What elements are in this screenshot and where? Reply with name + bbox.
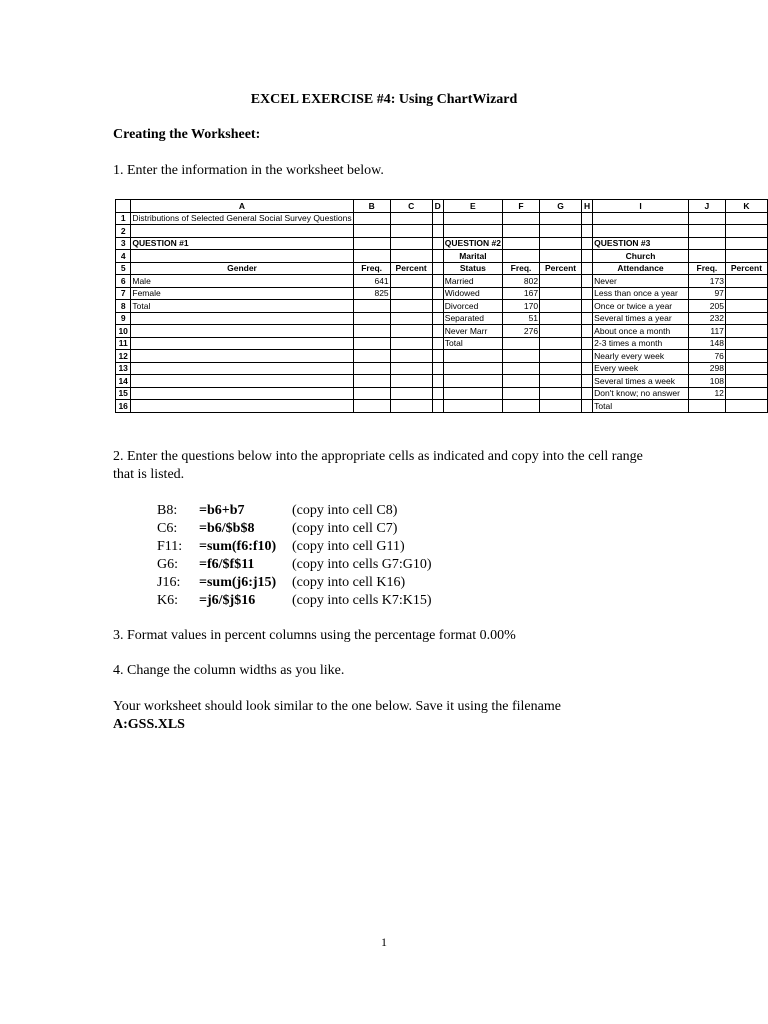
page-title: EXCEL EXERCISE #4: Using ChartWizard (250, 92, 518, 107)
table-cell (540, 400, 582, 413)
table-row (116, 350, 768, 363)
table-row (116, 300, 768, 313)
formula-note: (copy into cell K16) (292, 575, 406, 590)
formula-formula: =sum(f6:f10) (199, 539, 277, 554)
table-cell (540, 237, 582, 250)
formula-list (157, 502, 432, 610)
table-cell (432, 212, 443, 225)
formula-formula: =j6/$j$16 (199, 593, 256, 608)
table-cell: About once a month (593, 325, 689, 338)
row-header: 16 (116, 400, 131, 413)
table-cell (582, 225, 593, 238)
formula-cell: K6: (157, 593, 178, 608)
table-cell: 825 (353, 287, 390, 300)
table-cell: Female (131, 287, 353, 300)
formula-cell: J16: (157, 575, 181, 590)
page-number: 1 (381, 935, 387, 949)
table-cell (725, 337, 767, 350)
table-cell (582, 325, 593, 338)
table-row (116, 362, 768, 375)
column-header: D (432, 200, 443, 213)
table-cell (432, 237, 443, 250)
table-cell: Freq. (503, 262, 540, 275)
table-cell: Percent (540, 262, 582, 275)
table-cell (131, 225, 353, 238)
table-cell (131, 337, 353, 350)
step-4-text: 4. Change the column widths as you like. (113, 663, 345, 678)
table-cell (131, 387, 353, 400)
table-cell (582, 387, 593, 400)
table-cell (432, 225, 443, 238)
table-cell (390, 375, 432, 388)
table-cell (353, 387, 390, 400)
formula-cell: B8: (157, 503, 178, 518)
table-cell: 276 (503, 325, 540, 338)
filename: A:GSS.XLS (113, 717, 185, 732)
formula-formula: =f6/$f$11 (199, 557, 255, 572)
table-cell (131, 250, 353, 263)
table-row (116, 387, 768, 400)
table-cell (353, 375, 390, 388)
table-cell (443, 400, 502, 413)
table-row (116, 250, 768, 263)
table-cell (503, 250, 540, 263)
step-1-text: 1. Enter the information in the worksheet below. (113, 163, 384, 178)
table-cell (432, 287, 443, 300)
table-cell: Total (443, 337, 502, 350)
table-row (116, 287, 768, 300)
table-cell (582, 400, 593, 413)
table-cell (725, 362, 767, 375)
table-cell (432, 387, 443, 400)
table-row (116, 375, 768, 388)
table-cell (390, 275, 432, 288)
table-cell (725, 287, 767, 300)
table-cell (353, 250, 390, 263)
table-cell (540, 275, 582, 288)
table-cell (540, 375, 582, 388)
table-cell: Several times a week (593, 375, 689, 388)
table-cell: 51 (503, 312, 540, 325)
column-header: B (353, 200, 390, 213)
table-row (116, 275, 768, 288)
column-header: K (725, 200, 767, 213)
column-header: H (582, 200, 593, 213)
table-cell (540, 225, 582, 238)
row-header: 1 (116, 212, 131, 225)
table-cell: 97 (688, 287, 725, 300)
table-cell: Nearly every week (593, 350, 689, 363)
table-cell: 173 (688, 275, 725, 288)
table-cell (432, 300, 443, 313)
table-row (116, 262, 768, 275)
table-cell (432, 362, 443, 375)
table-cell (725, 312, 767, 325)
table-row (116, 312, 768, 325)
table-cell (432, 262, 443, 275)
table-cell (432, 312, 443, 325)
table-cell (432, 325, 443, 338)
table-cell: Never (593, 275, 689, 288)
table-cell: Distributions of Selected General Social Survey Questions (132, 213, 352, 223)
table-row (116, 400, 768, 413)
table-cell (353, 337, 390, 350)
table-cell: Freq. (688, 262, 725, 275)
table-cell: 117 (688, 325, 725, 338)
table-cell (503, 362, 540, 375)
worksheet-table (115, 199, 768, 413)
table-cell (131, 362, 353, 375)
table-cell (353, 300, 390, 313)
table-cell (540, 300, 582, 313)
table-cell: Total (593, 400, 689, 413)
table-cell: 298 (688, 362, 725, 375)
list-item (157, 574, 432, 592)
table-cell (443, 212, 502, 225)
table-cell (725, 375, 767, 388)
table-cell: 232 (688, 312, 725, 325)
table-cell (540, 250, 582, 263)
formula-note: (copy into cells K7:K15) (292, 593, 432, 608)
table-cell (540, 337, 582, 350)
table-cell: Every week (593, 362, 689, 375)
table-cell (582, 250, 593, 263)
formula-cell: F11: (157, 539, 183, 554)
section-heading: Creating the Worksheet: (113, 127, 261, 142)
table-cell (353, 362, 390, 375)
table-cell (725, 212, 767, 225)
table-cell (503, 225, 540, 238)
table-cell (503, 337, 540, 350)
table-cell (582, 262, 593, 275)
closing-text (113, 698, 653, 734)
table-cell: Don't know; no answer (593, 387, 689, 400)
list-item (157, 556, 432, 574)
table-cell: Percent (725, 262, 767, 275)
table-cell (582, 350, 593, 363)
table-cell (540, 287, 582, 300)
table-cell (593, 225, 689, 238)
table-cell (390, 350, 432, 363)
table-cell (540, 312, 582, 325)
table-cell (593, 212, 689, 225)
table-cell (390, 312, 432, 325)
table-cell (503, 212, 540, 225)
table-cell (725, 387, 767, 400)
table-cell: Percent (390, 262, 432, 275)
table-cell (503, 400, 540, 413)
formula-formula: =sum(j6:j15) (199, 575, 277, 590)
table-cell: Separated (443, 312, 502, 325)
table-cell (582, 237, 593, 250)
table-cell (390, 325, 432, 338)
table-cell: Gender (131, 262, 353, 275)
list-item (157, 592, 432, 610)
table-cell: Less than once a year (593, 287, 689, 300)
table-row (116, 237, 768, 250)
step-2-text: 2. Enter the questions below into the appropriate cells as indicated and copy into the cell range that is listed. (113, 449, 643, 482)
table-row (116, 325, 768, 338)
table-cell (390, 237, 432, 250)
table-cell (540, 350, 582, 363)
table-cell (443, 350, 502, 363)
table-cell (725, 237, 767, 250)
table-cell (432, 350, 443, 363)
step-3-text: 3. Format values in percent columns using the percentage format 0.00% (113, 628, 516, 643)
column-header: F (503, 200, 540, 213)
table-cell (688, 237, 725, 250)
formula-note: (copy into cell G11) (292, 539, 405, 554)
table-cell (443, 375, 502, 388)
table-cell: Never Marr (443, 325, 502, 338)
table-cell (503, 237, 540, 250)
table-cell (582, 287, 593, 300)
table-cell: Marital (443, 250, 502, 263)
row-header: 14 (116, 375, 131, 388)
table-cell: Total (131, 300, 353, 313)
table-cell (390, 387, 432, 400)
table-cell: QUESTION #3 (593, 237, 689, 250)
row-header: 13 (116, 362, 131, 375)
table-cell (503, 350, 540, 363)
column-header: I (593, 200, 689, 213)
table-cell (540, 387, 582, 400)
table-cell (390, 362, 432, 375)
table-cell (432, 375, 443, 388)
table-cell: 802 (503, 275, 540, 288)
table-cell: Once or twice a year (593, 300, 689, 313)
table-cell (443, 387, 502, 400)
table-cell: Status (443, 262, 502, 275)
table-cell (688, 212, 725, 225)
table-cell: Attendance (593, 262, 689, 275)
table-cell (390, 300, 432, 313)
table-cell (131, 350, 353, 363)
table-cell (582, 275, 593, 288)
table-cell (131, 312, 353, 325)
table-cell (353, 312, 390, 325)
table-cell (443, 362, 502, 375)
table-cell (432, 275, 443, 288)
row-header: 2 (116, 225, 131, 238)
table-cell: 2-3 times a month (593, 337, 689, 350)
list-item (157, 520, 432, 538)
table-cell (390, 212, 432, 225)
formula-note: (copy into cells G7:G10) (292, 557, 432, 572)
table-cell (582, 312, 593, 325)
column-header: E (443, 200, 502, 213)
closing-sentence: Your worksheet should look similar to the one below. Save it using the filename (113, 699, 561, 714)
table-row (116, 225, 768, 238)
table-cell (688, 400, 725, 413)
table-cell (390, 250, 432, 263)
column-header: C (390, 200, 432, 213)
table-cell: 641 (353, 275, 390, 288)
table-cell (443, 225, 502, 238)
table-row (116, 337, 768, 350)
table-cell (582, 300, 593, 313)
row-header: 4 (116, 250, 131, 263)
table-cell: Widowed (443, 287, 502, 300)
table-cell (582, 375, 593, 388)
table-cell: Several times a year (593, 312, 689, 325)
column-header-row (116, 200, 768, 213)
table-cell (390, 337, 432, 350)
table-cell (353, 212, 390, 225)
formula-note: (copy into cell C8) (292, 503, 398, 518)
row-header: 8 (116, 300, 131, 313)
table-cell: Male (131, 275, 353, 288)
table-cell (582, 212, 593, 225)
table-cell: 148 (688, 337, 725, 350)
table-cell (725, 225, 767, 238)
table-cell (582, 337, 593, 350)
column-header: J (688, 200, 725, 213)
table-cell: Church (593, 250, 689, 263)
table-cell (353, 350, 390, 363)
table-cell (688, 225, 725, 238)
table-cell (540, 362, 582, 375)
table-cell (353, 225, 390, 238)
formula-formula: =b6+b7 (199, 503, 245, 518)
table-cell (390, 287, 432, 300)
table-cell (725, 250, 767, 263)
table-cell: 205 (688, 300, 725, 313)
row-header: 3 (116, 237, 131, 250)
list-item (157, 538, 432, 556)
table-cell (432, 337, 443, 350)
table-cell (131, 325, 353, 338)
table-row (116, 212, 768, 225)
list-item (157, 502, 432, 520)
table-cell: 108 (688, 375, 725, 388)
table-cell (432, 250, 443, 263)
row-header: 7 (116, 287, 131, 300)
table-cell (540, 212, 582, 225)
table-cell (582, 362, 593, 375)
table-cell (503, 375, 540, 388)
formula-note: (copy into cell C7) (292, 521, 398, 536)
table-cell (540, 325, 582, 338)
formula-cell: G6: (157, 557, 178, 572)
table-cell (725, 325, 767, 338)
row-header: 12 (116, 350, 131, 363)
table-cell (353, 400, 390, 413)
table-cell: 12 (688, 387, 725, 400)
table-cell (725, 400, 767, 413)
table-cell (725, 275, 767, 288)
formula-formula: =b6/$b$8 (199, 521, 255, 536)
table-cell (353, 237, 390, 250)
table-cell (688, 250, 725, 263)
row-header: 9 (116, 312, 131, 325)
table-cell (131, 375, 353, 388)
row-header: 5 (116, 262, 131, 275)
table-cell: 170 (503, 300, 540, 313)
table-cell (503, 387, 540, 400)
table-cell (131, 400, 353, 413)
table-cell: QUESTION #1 (131, 237, 353, 250)
row-header: 15 (116, 387, 131, 400)
table-cell: Divorced (443, 300, 502, 313)
row-header: 10 (116, 325, 131, 338)
table-cell (353, 325, 390, 338)
column-header: G (540, 200, 582, 213)
table-cell: QUESTION #2 (444, 238, 501, 248)
table-cell: Freq. (353, 262, 390, 275)
table-cell (725, 350, 767, 363)
corner-cell (116, 200, 131, 213)
row-header: 11 (116, 337, 131, 350)
column-header: A (131, 200, 353, 213)
table-cell (390, 400, 432, 413)
table-cell (432, 400, 443, 413)
table-cell (390, 225, 432, 238)
table-cell: 76 (688, 350, 725, 363)
table-cell: 167 (503, 287, 540, 300)
table-cell (725, 300, 767, 313)
row-header: 6 (116, 275, 131, 288)
table-cell: Married (443, 275, 502, 288)
formula-cell: C6: (157, 521, 178, 536)
